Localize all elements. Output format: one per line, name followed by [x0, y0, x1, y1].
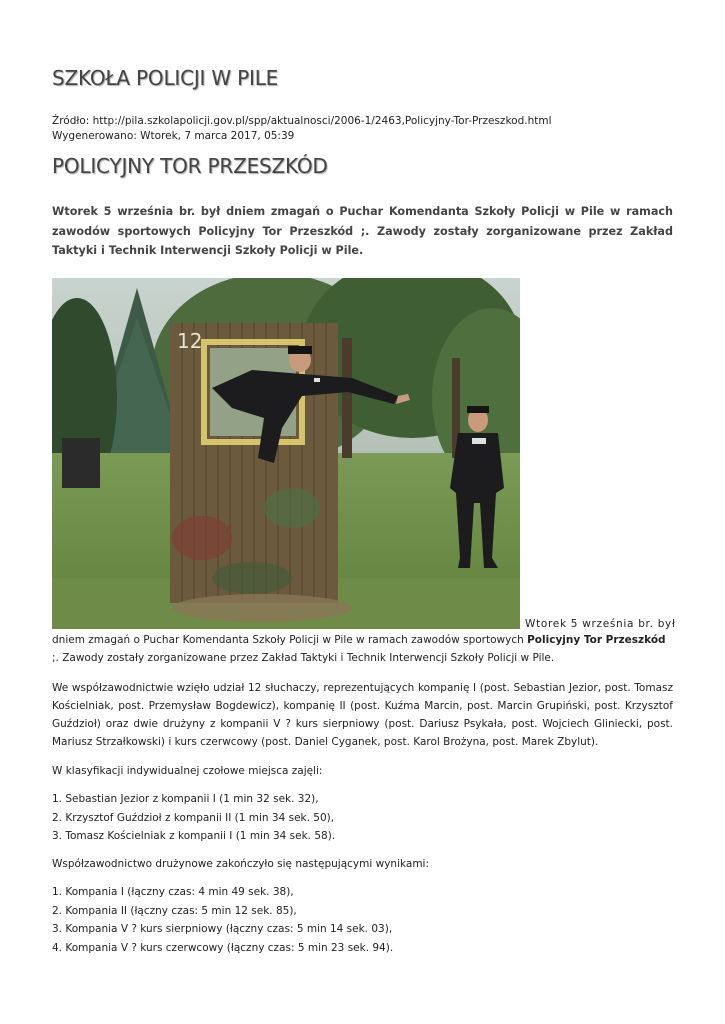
list-item: 4. Kompania V ? kurs czerwcowy (łączny czas: 5 min 23 sek. 94).: [52, 941, 394, 954]
list-item: 3. Kompania V ? kurs sierpniowy (łączny czas: 5 min 14 sek. 03),: [52, 923, 393, 935]
generated-line: Wygenerowano: Wtorek, 7 marca 2017, 05:39: [52, 130, 295, 142]
individual-results-list: [52, 790, 335, 846]
caption-text: dniem zmagań o Puchar Komendanta Szkoły Policji w Pile w ramach zawodów sportowych: [52, 634, 528, 646]
team-results-list: [52, 883, 393, 957]
site-title: SZKOŁA POLICJI W PILE: [52, 66, 279, 90]
list-item: 1. Kompania I (łączny czas: 4 min 49 sek. 38),: [52, 886, 294, 898]
wall-number: 12: [177, 329, 203, 353]
photo-caption: [52, 631, 673, 667]
list-item: 1. Sebastian Jezior z kompanii I (1 min 32 sek. 32),: [52, 793, 319, 805]
list-item: 2. Kompania II (łączny czas: 5 min 12 sek. 85),: [52, 904, 297, 917]
document-meta: [52, 114, 552, 144]
participants-paragraph: We współzawodnictwie wzięło udział 12 słuchaczy, reprezentujących kompanię I (post. Sebastian Jezior, post. Tomasz Kościelniak, post. Przemysław Bogdewicz), kompanię II (post. Kuźma Marcin, post. Marcin Grupiński, post. Krzysztof Guździoł) oraz dwie drużyny z kompanii V ? kurs sierpniowy (post. Dariusz Psykała, post. Wojciech Gliniecki, post. Mariusz Strzałkowski) i kurs czerwcowy (post. Daniel Cyganek, post. Karol Brożyna, post. Marek Zbylut).: [52, 682, 673, 748]
caption-bold-text: Policyjny Tor Przeszkód: [527, 634, 666, 646]
team-intro: Współzawodnictwo drużynowe zakończyło się następującymi wynikami:: [52, 858, 430, 870]
individual-intro: W klasyfikacji indywidualnej czołowe miejsca zajęli:: [52, 765, 323, 777]
caption-text-end: ;. Zawody zostały zorganizowane przez Zakład Taktyki i Technik Interwencji Szkoły Policji w Pile.: [52, 652, 555, 664]
source-line: Źródło: http://pila.szkolapolicji.gov.pl/spp/aktualnosci/2006-1/2463,Policyjny-Tor-Przeszkod.html: [52, 115, 552, 127]
article-photo: [52, 278, 520, 629]
article-title: POLICYJNY TOR PRZESZKÓD: [52, 154, 328, 178]
list-item: 3. Tomasz Kościelniak z kompanii I (1 min 34 sek. 58).: [52, 830, 336, 842]
article-lead: Wtorek 5 września br. był dniem zmagań o Puchar Komendanta Szkoły Policji w Pile w ramach zawodów sportowych Policyjny Tor Przeszkód ;. Zawody zostały zorganizowane przez Zakład Taktyki i Technik Interwencji Szkoły Policji w Pile.: [52, 205, 673, 257]
photo-caption-first-line: Wtorek 5 września br. był: [525, 618, 676, 630]
list-item: 2. Krzysztof Guździoł z kompanii II (1 min 34 sek. 50),: [52, 811, 335, 824]
